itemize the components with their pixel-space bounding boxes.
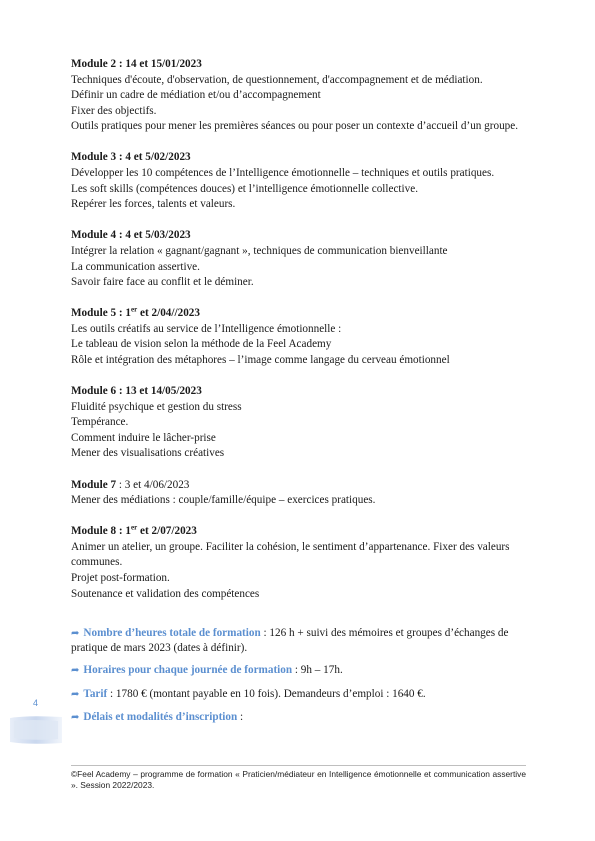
module-line: Soutenance et validation des compétences [71, 587, 260, 600]
module-line: Intégrer la relation « gagnant/gagnant », techniques de communication bienveillante [71, 244, 448, 257]
module-line: Tempérance. [71, 416, 129, 429]
module-title-rest: et 2/07/2023 [137, 525, 197, 538]
arrow-right-icon: ➦ [71, 665, 80, 677]
page-content [71, 57, 533, 734]
module-line: Les outils créatifs au service de l’Intelligence émotionnelle : [71, 322, 342, 335]
module-title: Module 4 : 4 et 5/03/2023 [71, 229, 191, 242]
module-line: Techniques d'écoute, d'observation, de questionnement, d'accompagnement et de médiation. [71, 73, 483, 86]
module-line: Animer un atelier, un groupe. Faciliter la cohésion, le sentiment d’appartenance. Fixer des valeurs communes. [71, 540, 510, 569]
module-title: Module 2 : 14 et 15/01/2023 [71, 58, 202, 70]
module-line: Savoir faire face au conflit et le déminer. [71, 276, 254, 289]
module-line: Mener des visualisations créatives [71, 447, 225, 460]
module-6 [71, 384, 533, 462]
info-text: : 9h – 17h. [292, 664, 343, 677]
page-number: 4 [33, 698, 39, 708]
module-title [71, 306, 533, 322]
module-8 [71, 524, 533, 602]
footer-text: ©Feel Academy – programme de formation « Praticien/médiateur en Intelligence émotionnelle et communication assertive ». Session 2022/2023. [71, 769, 526, 791]
module-line: Développer les 10 compétences de l’Intelligence émotionnelle – techniques et outils pratiques. [71, 167, 495, 180]
module-line: Fixer des objectifs. [71, 104, 157, 117]
info-text: : 126 h + suivi des mémoires et groupes d’échanges de pratique de mars 2023 (dates à définir). [71, 626, 509, 654]
info-schedule [71, 663, 533, 678]
module-title: Module 3 : 4 et 5/02/2023 [71, 151, 191, 164]
module-title [71, 524, 533, 540]
module-7 [71, 478, 533, 509]
info-price [71, 687, 533, 702]
module-4 [71, 228, 533, 290]
module-5 [71, 306, 533, 368]
module-title-main: Module 7 [71, 478, 117, 491]
module-title: Module 6 : 13 et 14/05/2023 [71, 385, 202, 398]
module-line: Rôle et intégration des métaphores – l’image comme langage du cerveau émotionnel [71, 354, 450, 366]
module-line: Les soft skills (compétences douces) et l’intelligence émotionnelle collective. [71, 182, 419, 195]
info-total-hours [71, 626, 533, 655]
module-title-superscript: er [130, 305, 138, 314]
info-label: Tarif [83, 687, 108, 700]
module-line: Fluidité psychique et gestion du stress [71, 400, 242, 413]
module-line: Outils pratiques pour mener les premières séances ou pour poser un contexte d’accueil d’un groupe. [71, 120, 519, 133]
module-title-rest: : 3 et 4/06/2023 [116, 478, 190, 491]
info-text: : 1780 € (montant payable en 10 fois). Demandeurs d’emploi : 1640 €. [107, 687, 426, 700]
module-line: La communication assertive. [71, 260, 200, 273]
module-line: Comment induire le lâcher-prise [71, 431, 216, 444]
module-title-superscript: er [130, 523, 138, 532]
module-line: Définir un cadre de médiation et/ou d’accompagnement [71, 89, 321, 102]
module-2 [71, 57, 533, 135]
module-title-main: Module 8 : 1 [71, 525, 131, 538]
module-title [71, 478, 533, 494]
module-line: Le tableau de vision selon la méthode de la Feel Academy [71, 338, 332, 351]
module-line: Mener des médiations : couple/famille/équipe – exercices pratiques. [71, 494, 376, 507]
module-line: Projet post-formation. [71, 572, 170, 585]
page-tab-decoration [8, 715, 64, 745]
arrow-right-icon: ➦ [71, 712, 80, 724]
info-label: Nombre d’heures totale de formation [83, 626, 261, 639]
module-3 [71, 150, 533, 212]
arrow-right-icon: ➦ [71, 688, 80, 700]
info-label: Horaires pour chaque journée de formation [83, 664, 293, 677]
footer-rule [71, 765, 526, 766]
module-title-main: Module 5 : 1 [71, 307, 131, 320]
info-label: Délais et modalités d’inscription [83, 711, 238, 724]
module-title-rest: et 2/04//2023 [137, 307, 200, 320]
arrow-right-icon: ➦ [71, 627, 80, 639]
info-registration [71, 710, 533, 725]
info-text: : [237, 711, 244, 724]
module-line: Repérer les forces, talents et valeurs. [71, 198, 236, 211]
